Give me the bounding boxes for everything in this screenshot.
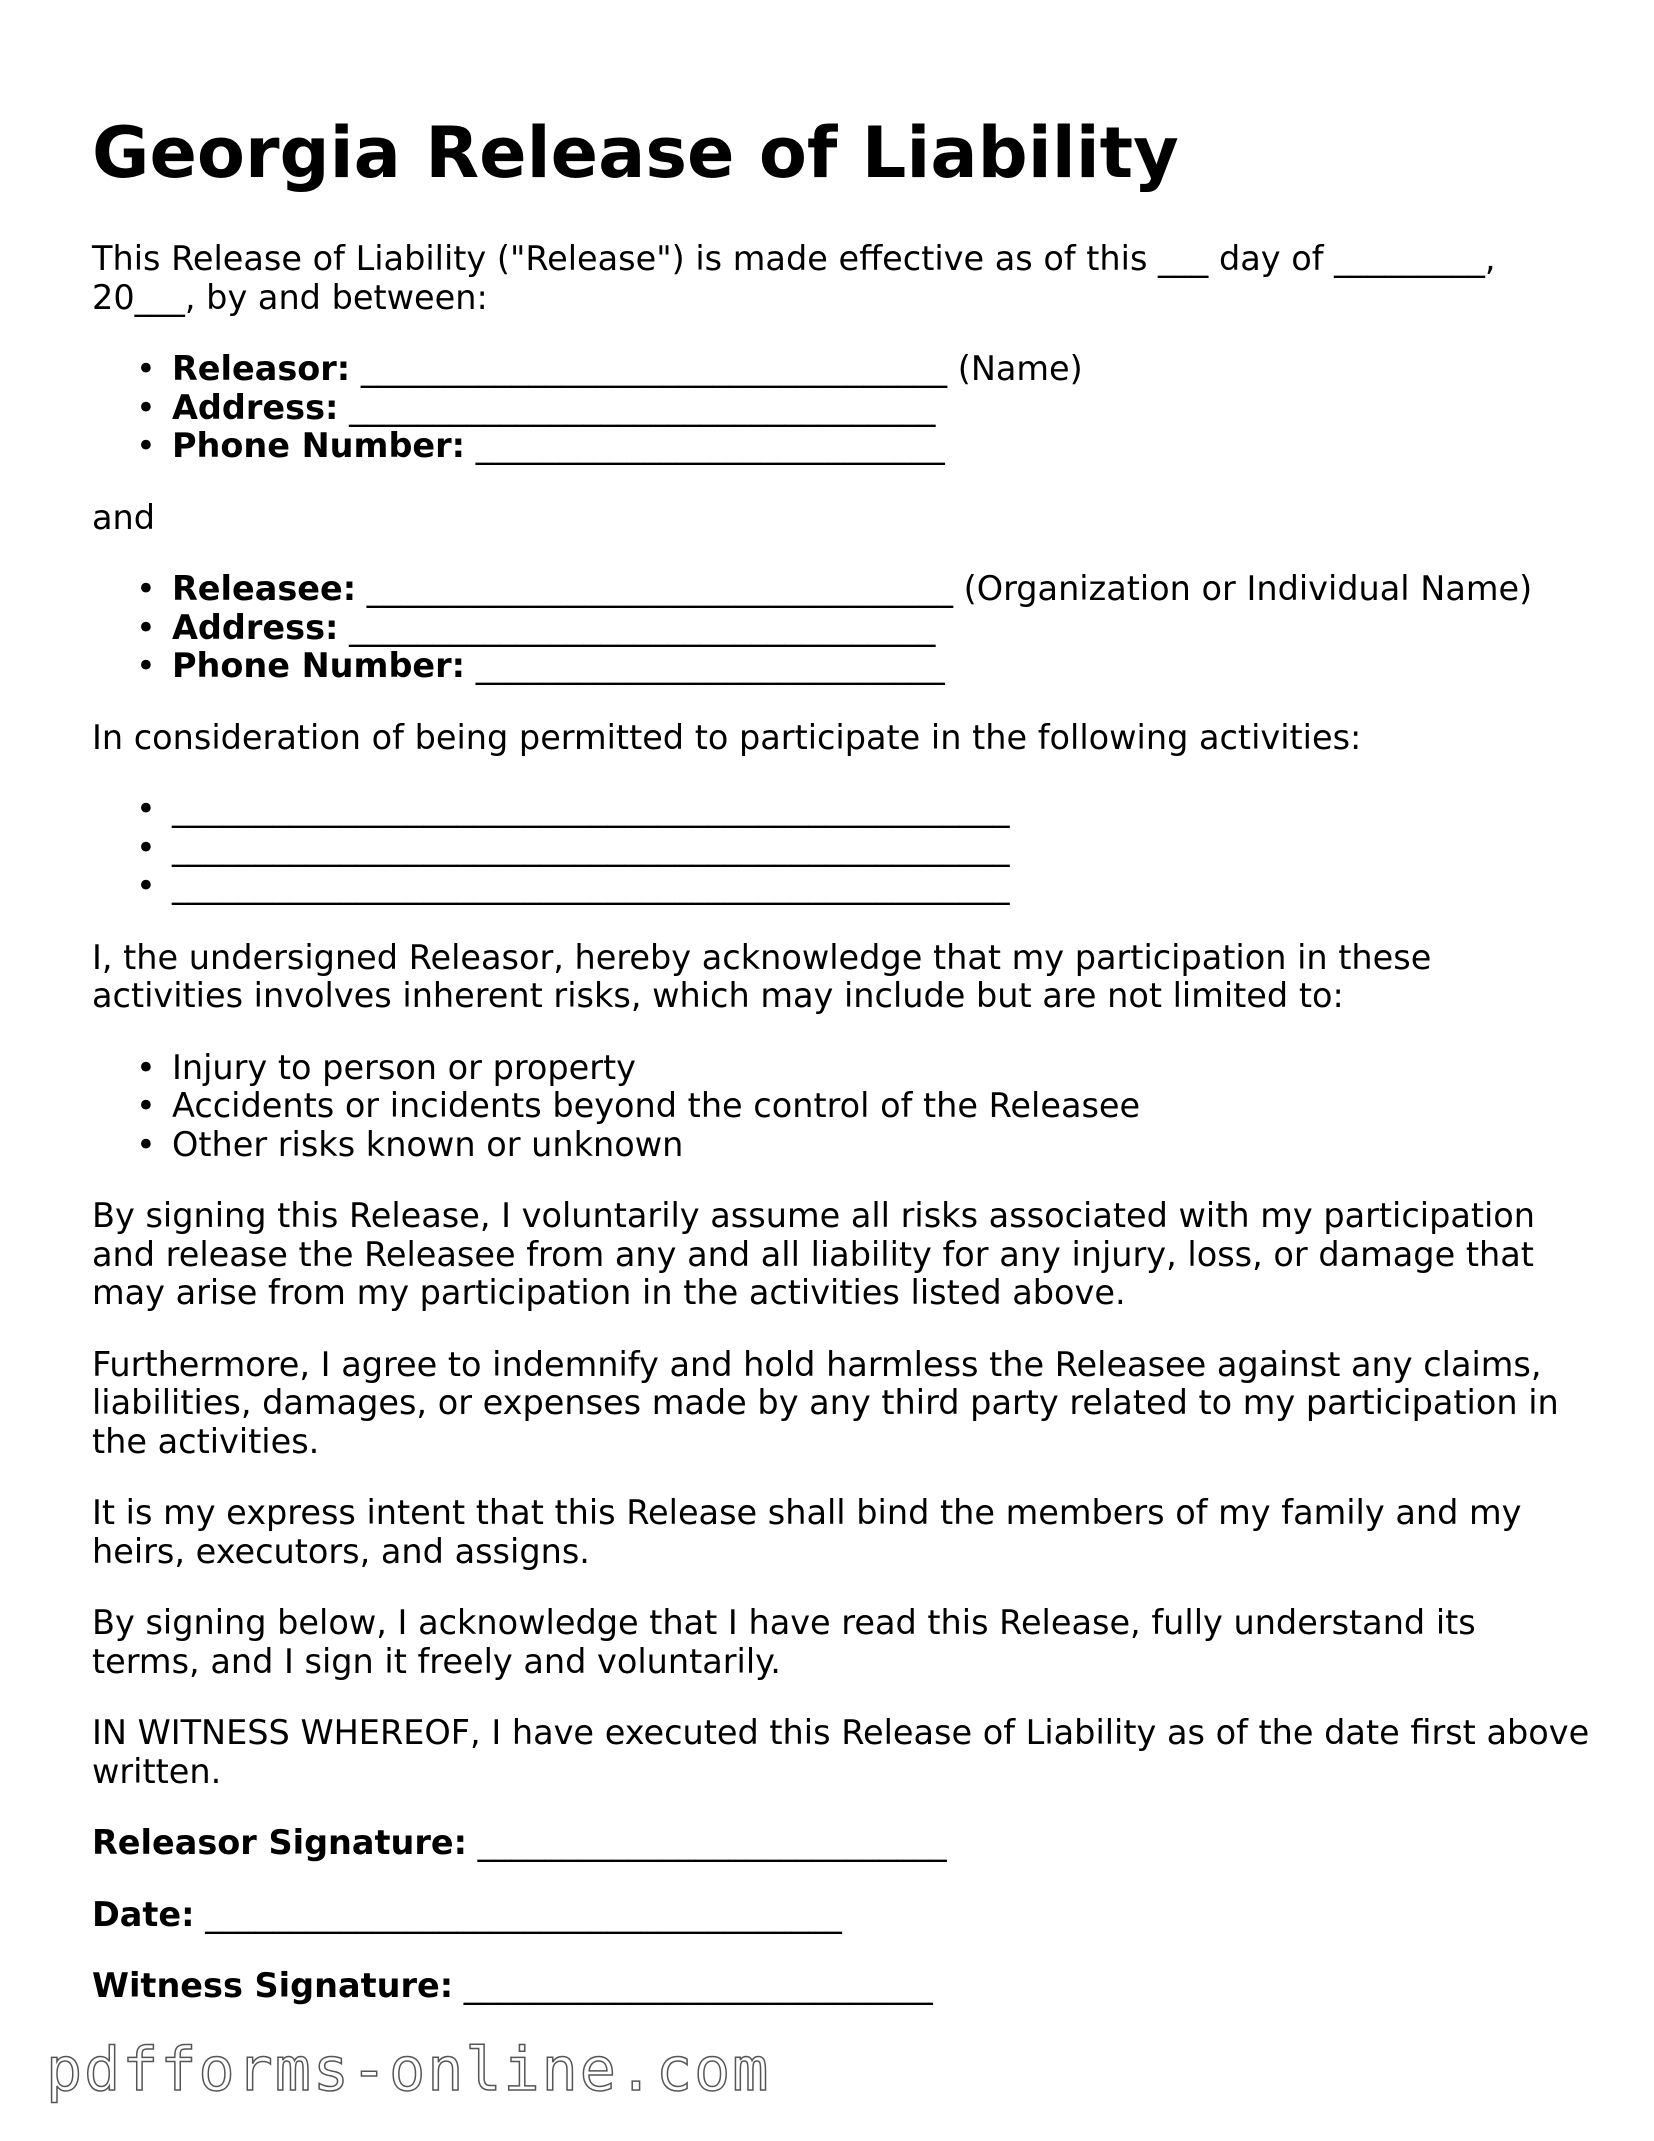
assumption-paragraph: By signing this Release, I voluntarily assume all risks associated with my participation and release the Releasee from any and all liability for any injury, loss, or damage that may arise from my participation in the activities listed above. xyxy=(92,1196,1536,1312)
witness-whereof-paragraph: IN WITNESS WHEREOF, I have executed this Release of Liability as of the date first above written. xyxy=(92,1713,1590,1791)
releasor-details-list xyxy=(92,350,1592,466)
releasor-signature-field[interactable]: ____________________________ xyxy=(477,1823,947,1862)
field-label: Releasee: xyxy=(172,569,357,608)
date-line xyxy=(92,1896,1592,1935)
releasee-details-list xyxy=(92,570,1592,686)
list-item-releasee-address xyxy=(172,609,1592,648)
activity-field[interactable]: __________________________________________________ xyxy=(172,866,1010,905)
list-item xyxy=(172,829,1592,868)
activity-field[interactable]: __________________________________________________ xyxy=(172,827,1010,867)
releasee-address-field[interactable]: ___________________________________ xyxy=(349,607,936,647)
list-item xyxy=(172,790,1592,829)
activity-field[interactable]: __________________________________________________ xyxy=(172,789,1010,828)
list-item xyxy=(172,867,1592,906)
witness-signature-line xyxy=(92,1967,1592,2006)
and-text: and xyxy=(92,497,156,537)
releasor-address-field[interactable]: ___________________________________ xyxy=(349,387,936,427)
releasee-name-field[interactable]: ___________________________________ xyxy=(366,569,954,608)
document-title: Georgia Release of Liability xyxy=(92,112,1179,194)
list-item-releasee-name xyxy=(172,570,1592,609)
indemnify-paragraph: Furthermore, I agree to indemnify and hold harmless the Releasee against any claims, liabilities, damages, or expenses made by any third party related to my participation in the activities. xyxy=(92,1344,1559,1461)
field-hint: (Name) xyxy=(947,349,1083,388)
field-label: Phone Number: xyxy=(172,646,466,685)
list-item: • Other risks known or unknown xyxy=(172,1126,1592,1165)
list-item: • Injury to person or property xyxy=(172,1049,1592,1088)
field-hint: (Organization or Individual Name) xyxy=(953,569,1533,608)
releasor-signature-line xyxy=(92,1824,1592,1863)
witness-signature-field[interactable]: ____________________________ xyxy=(463,1966,933,2005)
field-label: Phone Number: xyxy=(172,426,466,465)
activities-list xyxy=(92,790,1592,906)
field-label: Address: xyxy=(172,387,339,427)
intent-paragraph: It is my express intent that this Release shall bind the members of my family and my heirs, executors, and assigns. xyxy=(92,1493,1522,1571)
field-label: Releasor: xyxy=(172,349,351,388)
intro-paragraph: This Release of Liability ("Release") is made effective as of this ___ day of _________, 20___, by and between: xyxy=(92,239,1496,317)
list-item-releasor-phone xyxy=(172,427,1592,466)
acknowledge-paragraph: By signing below, I acknowledge that I have read this Release, fully understand its terms, and I sign it freely and voluntarily. xyxy=(92,1603,1476,1681)
risks-list xyxy=(92,1049,1592,1165)
list-item: • Accidents or incidents beyond the control of the Releasee xyxy=(172,1087,1592,1126)
watermark-text: pdfforms-online.com xyxy=(46,2035,771,2105)
activities-intro: In consideration of being permitted to participate in the following activities: xyxy=(92,717,1362,757)
date-label: Date: xyxy=(92,1894,195,1934)
list-item-releasor-address xyxy=(172,389,1592,428)
releasor-name-field[interactable]: ___________________________________ xyxy=(360,349,948,388)
signature-label: Releasor Signature: xyxy=(92,1823,468,1862)
field-label: Address: xyxy=(172,607,339,647)
date-field[interactable]: ______________________________________ xyxy=(205,1894,842,1934)
risks-intro: I, the undersigned Releasor, hereby acknowledge that my participation in these activities involves inherent risks, which may include but are not limited to: xyxy=(92,937,1432,1015)
document-page xyxy=(92,108,1592,2039)
list-item-releasor-name xyxy=(172,350,1592,389)
list-item-releasee-phone xyxy=(172,647,1592,686)
signature-label: Witness Signature: xyxy=(92,1966,454,2005)
releasor-phone-field[interactable]: ____________________________ xyxy=(475,426,945,465)
releasee-phone-field[interactable]: ____________________________ xyxy=(475,646,945,685)
